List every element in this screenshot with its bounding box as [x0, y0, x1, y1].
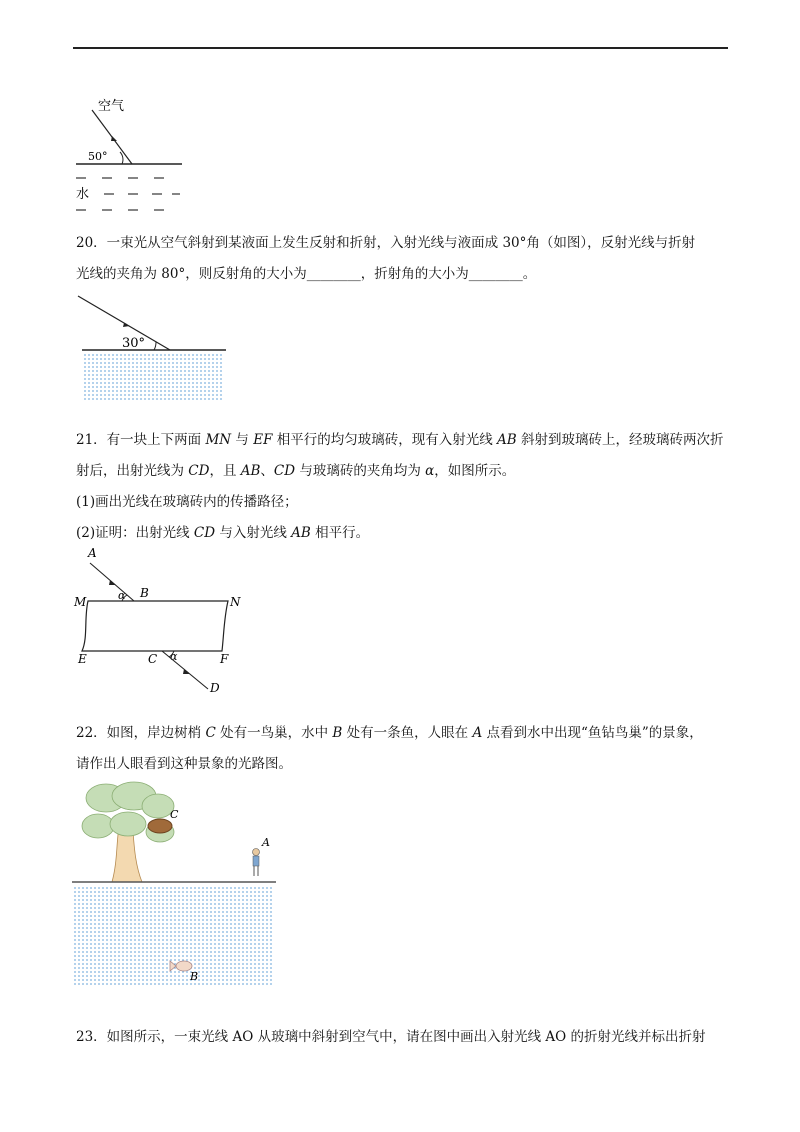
- q22-line2: 请作出人眼看到这种景象的光路图。: [76, 756, 292, 772]
- q21-label-E: E: [78, 652, 87, 666]
- label-water: 水: [76, 187, 90, 202]
- person-figure: [253, 849, 260, 877]
- q20-line2: 光线的夹角为 80°，则反射角的大小为________，折射角的大小为________。: [76, 266, 537, 282]
- q22-label-B: B: [190, 970, 199, 983]
- figure-air-water-50: [70, 92, 190, 217]
- question-21: [76, 425, 726, 549]
- q21-label-M: M: [74, 595, 87, 609]
- figure-q21-glass-brick: [70, 543, 260, 698]
- q20-line1: 20．一束光从空气斜射到某液面上发生反射和折射，入射光线与液面成 30°角（如图），反射光线与折射: [76, 235, 696, 251]
- label-air: 空气: [98, 99, 125, 114]
- q21-label-A: A: [88, 546, 97, 560]
- q21-label-N: N: [230, 595, 241, 609]
- q21-sub2: (2)证明：出射光线 CD 与入射光线 AB 相平行。: [76, 525, 370, 541]
- q21-line1: 21．有一块上下两面 MN 与 EF 相平行的均匀玻璃砖，现有入射光线 AB 斜射到玻璃砖上，经玻璃砖两次折: [76, 432, 724, 448]
- q20-angle-label: 30°: [122, 336, 146, 351]
- q21-label-C: C: [148, 652, 158, 666]
- q23-line1: 23．如图所示，一束光线 AO 从玻璃中斜射到空气中，请在图中画出入射光线 AO 的折射光线并标出折射: [76, 1029, 706, 1045]
- q21-label-D: D: [210, 681, 220, 695]
- fish: [170, 961, 192, 971]
- q22-label-C: C: [170, 808, 179, 821]
- q21-label-alpha-top: α: [118, 589, 126, 602]
- q21-sub1: (1)画出光线在玻璃砖内的传播路径；: [76, 494, 298, 510]
- q22-line1: 22．如图，岸边树梢 C 处有一鸟巢，水中 B 处有一条鱼，人眼在 A 点看到水中出现“鱼钻鸟巢”的景象，: [76, 725, 703, 741]
- figure-q20-liquid-30: [74, 292, 234, 407]
- figure-q22-tree-fish: [72, 780, 282, 990]
- question-20: [76, 228, 726, 290]
- q21-line2: 射后，出射光线为 CD，且 AB、CD 与玻璃砖的夹角均为 α，如图所示。: [76, 463, 516, 479]
- q21-label-alpha-bottom: α: [170, 650, 178, 663]
- bird-nest: [148, 819, 172, 833]
- q21-label-F: F: [220, 652, 229, 666]
- header-rule: [73, 47, 728, 49]
- question-23: [76, 1022, 726, 1053]
- label-angle-50: 50°: [88, 150, 108, 163]
- q21-label-B: B: [140, 586, 149, 600]
- q22-label-A: A: [262, 836, 270, 849]
- question-22: [76, 718, 726, 780]
